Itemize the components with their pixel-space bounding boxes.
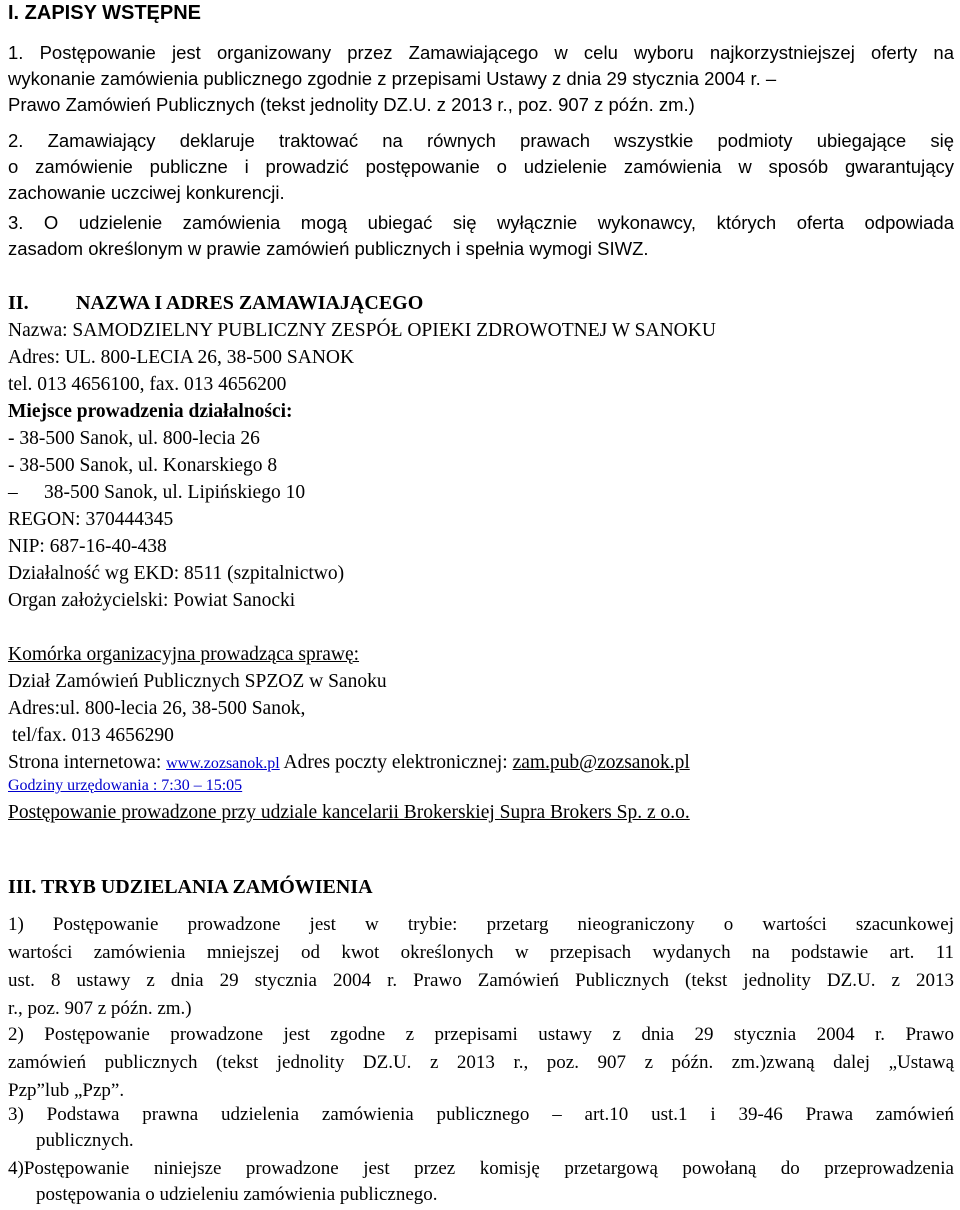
business-place-2: - 38-500 Sanok, ul. Konarskiego 8 bbox=[8, 455, 278, 476]
section-1-paragraph-3-line-1: 3. O udzielenie zamówienia mogą ubiegać się wyłącznie wykonawcy, których oferta odpowiada bbox=[8, 212, 954, 233]
section-1-paragraph-2-line-2: o zamówienie publiczne i prowadzić postępowanie o udzielenie zamówienia w sposób gwarantujący bbox=[8, 156, 954, 177]
section-1-paragraph-3-line-2: zasadom określonym w prawie zamówień publicznych i spełnia wymogi SIWZ. bbox=[8, 238, 649, 259]
unit-name: Dział Zamówień Publicznych SPZOZ w Sanoku bbox=[8, 671, 387, 692]
nip-number: NIP: 687-16-40-438 bbox=[8, 536, 167, 557]
office-hours: Godziny urzędowania : 7:30 – 15:05 bbox=[8, 777, 243, 794]
email-label: Adres poczty elektronicznej: bbox=[283, 752, 508, 773]
email-link[interactable]: zam.pub@zozsanok.pl bbox=[512, 752, 690, 773]
section-1-paragraph-2-line-1: 2. Zamawiający deklaruje traktować na równych prawach wszystkie podmioty ubiegające się bbox=[8, 130, 954, 151]
website-link[interactable]: www.zozsanok.pl bbox=[166, 755, 280, 772]
business-place-1: - 38-500 Sanok, ul. 800-lecia 26 bbox=[8, 428, 260, 449]
mode-item-2-line-2: zamówień publicznych (tekst jednolity DZ.U. z 2013 r., poz. 907 z późn. zm.)zwaną dalej „Ustawą bbox=[8, 1052, 954, 1073]
business-places-heading: Miejsce prowadzenia działalności: bbox=[8, 401, 293, 422]
contracting-authority-phone: tel. 013 4656100, fax. 013 4656200 bbox=[8, 374, 287, 395]
section-1-paragraph-1-line-3: Prawo Zamówień Publicznych (tekst jednolity DZ.U. z 2013 r., poz. 907 z późn. zm.) bbox=[8, 94, 695, 115]
section-2-number: II. bbox=[8, 292, 29, 314]
mode-item-1-line-2: wartości zamówienia mniejszej od kwot określonych w przepisach wydanych na podstawie art. 11 bbox=[8, 942, 954, 963]
unit-address: Adres:ul. 800-lecia 26, 38-500 Sanok, bbox=[8, 698, 306, 719]
regon-number: REGON: 370444345 bbox=[8, 509, 174, 530]
founding-body: Organ założycielski: Powiat Sanocki bbox=[8, 590, 296, 611]
mode-item-3-line-2: publicznych. bbox=[36, 1130, 134, 1151]
contracting-authority-name: Nazwa: SAMODZIELNY PUBLICZNY ZESPÓŁ OPIEKI ZDROWOTNEJ W SANOKU bbox=[8, 320, 716, 341]
business-place-3 bbox=[8, 480, 305, 506]
unit-phone: tel/fax. 013 4656290 bbox=[12, 725, 174, 746]
website-label: Strona internetowa: bbox=[8, 752, 162, 773]
mode-item-1-line-1: 1) Postępowanie prowadzone jest w trybie: przetarg nieograniczony o wartości szacunkowej bbox=[8, 914, 954, 935]
section-1-paragraph-1-line-2: wykonanie zamówienia publicznego zgodnie z przepisami Ustawy z dnia 29 stycznia 2004 r. – bbox=[8, 68, 777, 89]
mode-item-1-line-4: r., poz. 907 z późn. zm.) bbox=[8, 998, 192, 1019]
mode-item-2-line-1: 2) Postępowanie prowadzone jest zgodne z przepisami ustawy z dnia 29 stycznia 2004 r. Prawo bbox=[8, 1024, 954, 1045]
unit-heading: Komórka organizacyjna prowadząca sprawę: bbox=[8, 644, 360, 665]
list-dash: – bbox=[8, 482, 18, 503]
ekd-activity: Działalność wg EKD: 8511 (szpitalnictwo) bbox=[8, 563, 345, 584]
broker-note: Postępowanie prowadzone przy udziale kancelarii Brokerskiej Supra Brokers Sp. z o.o. bbox=[8, 802, 690, 823]
mode-item-3-line-1: 3) Podstawa prawna udzielenia zamówienia publicznego – art.10 ust.1 i 39-46 Prawa zamówień bbox=[8, 1104, 954, 1125]
section-3-heading: III. TRYB UDZIELANIA ZAMÓWIENIA bbox=[8, 876, 373, 898]
section-2-title: NAZWA I ADRES ZAMAWIAJĄCEGO bbox=[76, 292, 424, 314]
contracting-authority-address: Adres: UL. 800-LECIA 26, 38-500 SANOK bbox=[8, 347, 355, 368]
mode-item-4-line-1: 4)Postępowanie niniejsze prowadzone jest przez komisję przetargową powołaną do przeprowadzenia bbox=[8, 1158, 954, 1179]
business-place-3-text: 38-500 Sanok, ul. Lipińskiego 10 bbox=[44, 482, 306, 503]
section-1-heading: I. ZAPISY WSTĘPNE bbox=[8, 2, 201, 24]
contact-line bbox=[8, 750, 690, 777]
mode-item-1-line-3: ust. 8 ustawy z dnia 29 stycznia 2004 r. Prawo Zamówień Publicznych (tekst jednolity DZ.U. z 2013 bbox=[8, 970, 954, 991]
mode-item-4-line-2: postępowania o udzieleniu zamówienia publicznego. bbox=[36, 1184, 438, 1205]
section-1-paragraph-2-line-3: zachowanie uczciwej konkurencji. bbox=[8, 182, 285, 203]
mode-item-2-line-3: Pzp”lub „Pzp”. bbox=[8, 1080, 125, 1101]
section-1-paragraph-1-line-1: 1. Postępowanie jest organizowany przez Zamawiającego w celu wyboru najkorzystniejszej oferty na bbox=[8, 42, 954, 63]
